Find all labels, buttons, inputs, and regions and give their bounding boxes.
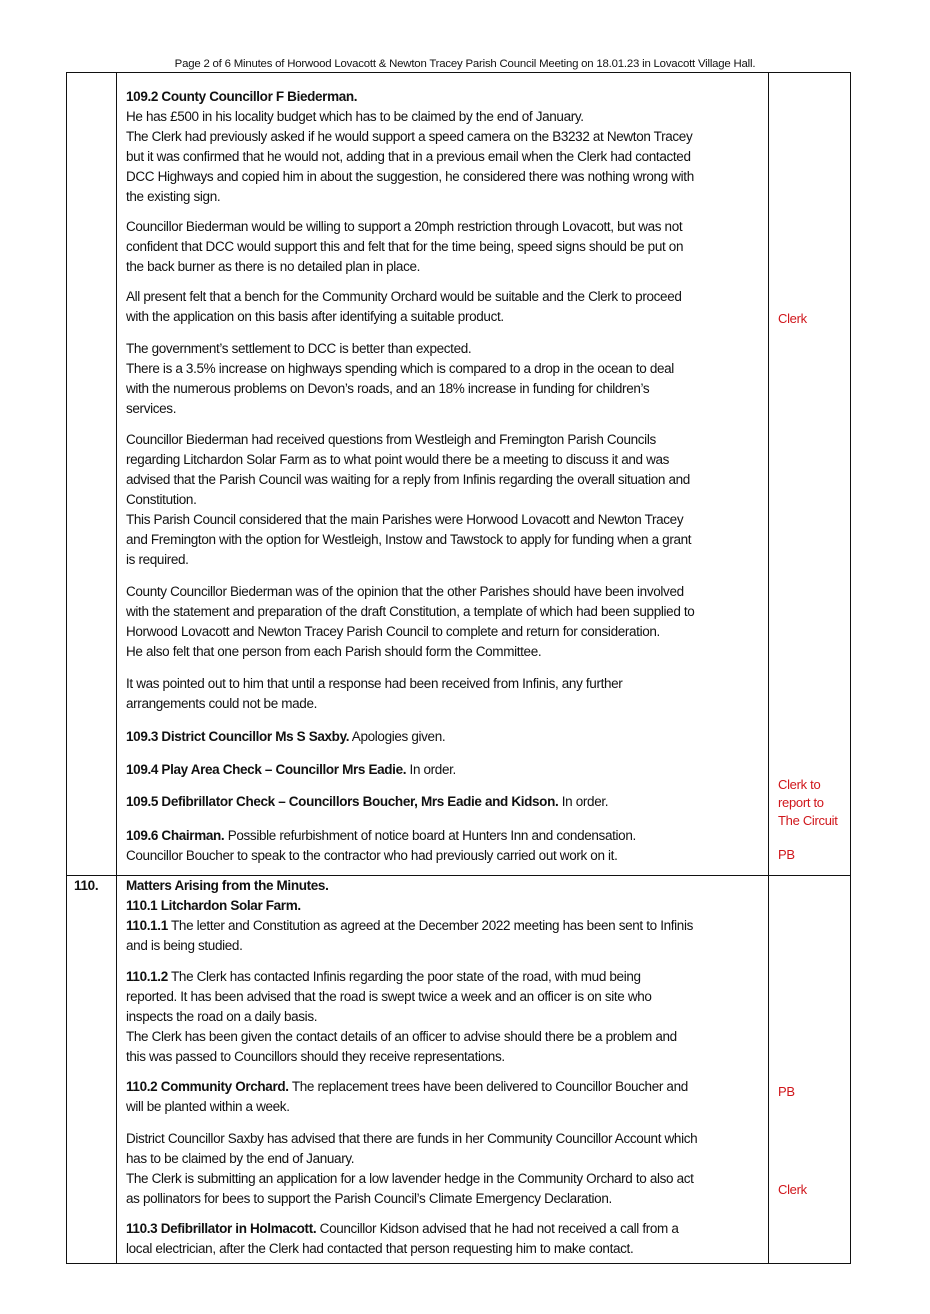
text-line: but it was confirmed that he would not, adding that in a previous email when the Clerk had contacted (126, 149, 691, 164)
item-heading: 110.3 Defibrillator in Holmacott. (126, 1221, 317, 1236)
text-line: District Councillor Saxby has advised that there are funds in her Community Councillor Account which (126, 1131, 698, 1146)
text-line: and Fremington with the option for Westleigh, Instow and Tawstock to apply for funding when a grant (126, 532, 692, 547)
text-line: local electrician, after the Clerk had contacted that person requesting him to make contact. (126, 1241, 634, 1256)
text-inline: Apologies given. (349, 729, 446, 744)
text-line (126, 916, 764, 936)
item-lead: 110.1.2 (126, 969, 168, 984)
text-inline: In order. (406, 762, 456, 777)
text-line (126, 1219, 764, 1239)
text-inline: The replacement trees have been delivered to Councillor Boucher and (288, 1079, 688, 1094)
text-line: It was pointed out to him that until a response had been received from Infinis, any further (126, 676, 623, 691)
minute-paragraph (126, 287, 764, 327)
text-line: will be planted within a week. (126, 1099, 290, 1114)
minute-paragraph (126, 727, 764, 747)
item-lead: 110.1.1 (126, 918, 168, 933)
table-divider-number (116, 73, 117, 1263)
text-inline: The letter and Constitution as agreed at the December 2022 meeting has been sent to Infinis (167, 918, 694, 933)
item-heading: 109.4 Play Area Check – Councillor Mrs Eadie. (126, 762, 407, 777)
text-line: County Councillor Biederman was of the opinion that the other Parishes should have been involved (126, 584, 684, 599)
text-line: the back burner as there is no detailed plan in place. (126, 259, 421, 274)
minute-paragraph (126, 1077, 764, 1117)
text-line: Councillor Biederman had received questions from Westleigh and Fremington Parish Councils (126, 432, 656, 447)
minute-paragraph (126, 876, 764, 956)
action-owner: Clerk to report to The Circuit (778, 777, 838, 828)
text-line: and is being studied. (126, 938, 243, 953)
text-line: the existing sign. (126, 189, 221, 204)
text-line (126, 1077, 764, 1097)
text-line: advised that the Parish Council was waiting for a reply from Infinis regarding the overall situation and (126, 472, 690, 487)
text-line: He has £500 in his locality budget which has to be claimed by the end of January. (126, 109, 584, 124)
item-heading: 109.5 Defibrillator Check – Councillors Boucher, Mrs Eadie and Kidson. (126, 794, 559, 809)
text-line: this was passed to Councillors should they receive representations. (126, 1049, 505, 1064)
text-line: reported. It has been advised that the road is swept twice a week and an officer is on site who (126, 989, 652, 1004)
text-inline: In order. (558, 794, 609, 809)
text-line: arrangements could not be made. (126, 696, 318, 711)
text-line: All present felt that a bench for the Community Orchard would be suitable and the Clerk to proceed (126, 289, 682, 304)
text-line: inspects the road on a daily basis. (126, 1009, 318, 1024)
text-inline: The Clerk has contacted Infinis regarding the poor state of the road, with mud being (167, 969, 641, 984)
text-line: The Clerk had previously asked if he would support a speed camera on the B3232 at Newton Tracey (126, 129, 693, 144)
text-line: has to be claimed by the end of January. (126, 1151, 355, 1166)
action-owner: Clerk (778, 311, 807, 326)
minute-paragraph (126, 760, 764, 780)
item-heading: 109.3 District Councillor Ms S Saxby. (126, 729, 350, 744)
minute-paragraph (126, 674, 764, 714)
text-line: There is a 3.5% increase on highways spending which is compared to a drop in the ocean to deal (126, 361, 674, 376)
text-line: regarding Litchardon Solar Farm as to what point would there be a meeting to discuss it and was (126, 452, 670, 467)
action-owner: PB (778, 1084, 795, 1099)
text-line: with the application on this basis after identifying a suitable product. (126, 309, 504, 324)
minute-paragraph (126, 1219, 764, 1259)
text-line: services. (126, 401, 177, 416)
text-line: Councillor Boucher to speak to the contractor who had previously carried out work on it. (126, 848, 618, 863)
minute-paragraph (126, 792, 764, 812)
text-line: Councillor Biederman would be willing to support a 20mph restriction through Lovacott, but was not (126, 219, 683, 234)
text-line: The Clerk is submitting an application for a low lavender hedge in the Community Orchard to also act (126, 1171, 694, 1186)
item-heading: 109.6 Chairman. (126, 828, 225, 843)
text-inline: Councillor Kidson advised that he had not received a call from a (316, 1221, 679, 1236)
table-divider-action (768, 73, 769, 1263)
action-owner: PB (778, 847, 795, 862)
text-inline: Possible refurbishment of notice board at Hunters Inn and condensation. (224, 828, 636, 843)
text-line: Horwood Lovacott and Newton Tracey Parish Council to complete and return for consideration. (126, 624, 660, 639)
minute-paragraph (126, 217, 764, 277)
section-heading: Matters Arising from the Minutes. (126, 878, 329, 893)
text-line: as pollinators for bees to support the Parish Council’s Climate Emergency Declaration. (126, 1191, 612, 1206)
minute-paragraph (126, 826, 764, 866)
text-line: with the numerous problems on Devon’s roads, and an 18% increase in funding for children’s (126, 381, 650, 396)
minute-paragraph (126, 339, 764, 419)
action-owner: Clerk (778, 1182, 807, 1197)
item-heading: 109.2 County Councillor F Biederman. (126, 89, 358, 104)
text-line (126, 967, 764, 987)
item-heading: 110.2 Community Orchard. (126, 1079, 289, 1094)
text-line: DCC Highways and copied him in about the suggestion, he considered there was nothing wrong with (126, 169, 694, 184)
text-line: Constitution. (126, 492, 197, 507)
text-line: confident that DCC would support this and felt that for the time being, speed signs should be put on (126, 239, 684, 254)
item-number: 110. (74, 878, 99, 893)
text-line: He also felt that one person from each Parish should form the Committee. (126, 644, 542, 659)
minute-paragraph (126, 87, 764, 207)
text-line: with the statement and preparation of the draft Constitution, a template of which had been supplied to (126, 604, 695, 619)
text-line: The Clerk has been given the contact details of an officer to advise should there be a problem and (126, 1029, 677, 1044)
minute-paragraph (126, 967, 764, 1067)
minute-paragraph (126, 1129, 764, 1209)
page-header: Page 2 of 6 Minutes of Horwood Lovacott & Newton Tracey Parish Council Meeting on 18.01.23 in Lovacott Village Hall. (174, 58, 756, 70)
subsection-heading: 110.1 Litchardon Solar Farm. (126, 898, 301, 913)
minute-paragraph (126, 582, 764, 662)
text-line: is required. (126, 552, 189, 567)
text-line: The government’s settlement to DCC is better than expected. (126, 341, 472, 356)
minute-paragraph (126, 430, 764, 570)
text-line: This Parish Council considered that the main Parishes were Horwood Lovacott and Newton Tracey (126, 512, 684, 527)
